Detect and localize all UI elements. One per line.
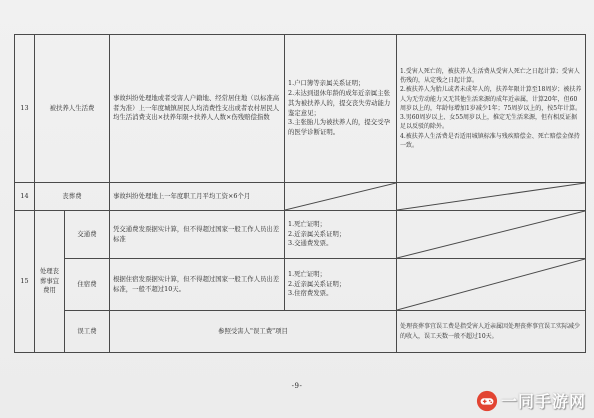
table-row-14: [15, 183, 586, 211]
note-item: 4.被扶养人生活费是否适用城镇标准与残疾赔偿金、死亡赔偿金保持一致。: [400, 132, 580, 150]
table-row-15-lodging: [15, 259, 586, 311]
evidence-item: 1.户口簿等亲属关系证明；: [288, 78, 365, 87]
evidence-item: 2.近亲属关系证明；: [288, 229, 346, 238]
note-item: 2.被扶养人为胎儿或者未成年人的，扶养年限计算至18周岁；被扶养人为无劳动能力又无其他生活来源的成年近亲属，计算20年，但60周岁以上的，年龄每增加1岁减少1年；75周岁以上的，按5年计算。: [400, 86, 582, 112]
sub-item-name: 交通费: [65, 211, 110, 259]
evidence-item: 1.死亡证明；: [288, 219, 327, 228]
evidence-item: 3.住宿费发票。: [288, 289, 333, 298]
item-name: 被扶养人生活费: [35, 35, 110, 183]
calculation-standard: 事故纠纷处理地或者受害人户籍地、经常居住地（以标准高者为准）上一年度城镇居民人均消费性支出或者农村居民人均生活消费支出×扶养年限÷扶养人人数×伤残赔偿指数: [110, 35, 285, 183]
empty-diagonal-cell: [397, 259, 586, 311]
calculation-standard: 凭交通费发票据实计算，但不得超过国家一般工作人员出差标准: [110, 211, 285, 259]
watermark: [476, 389, 586, 412]
evidence-list: [285, 211, 397, 259]
compensation-table: [14, 34, 586, 353]
empty-diagonal-cell: [285, 183, 397, 211]
empty-diagonal-cell: [397, 183, 586, 211]
evidence-item: 3.主张胎儿为被扶养人的，提交受孕的医学诊断证明。: [288, 118, 390, 137]
empty-diagonal-cell: [397, 211, 586, 259]
calculation-standard: 参照受害人"误工费"项目: [110, 311, 397, 353]
table-row-15-lost-work: [15, 311, 586, 353]
watermark-text: 一同手游网: [500, 392, 586, 411]
table-row-13: [15, 35, 586, 183]
row-number: 14: [15, 183, 35, 211]
evidence-item: 2.近亲属关系证明；: [288, 279, 346, 288]
row-number: 13: [15, 35, 35, 183]
table-row-15-transport: [15, 211, 586, 259]
item-name: 丧葬费: [35, 183, 110, 211]
note-item: 1.受害人死亡的，被扶养人生活费从受害人死亡之日起计算；受害人伤残的，从定残之日起计算。: [400, 67, 580, 84]
evidence-list: [285, 35, 397, 183]
calculation-standard: 根据住宿发票据实计算，但不得超过国家一般工作人员出差标准，一般不超过10天。: [110, 259, 285, 311]
evidence-item: 1.死亡证明；: [288, 269, 327, 278]
page-number: -9-: [291, 382, 303, 390]
row-number: 15: [15, 211, 35, 353]
gamepad-logo-icon: [476, 390, 498, 412]
notes-text: 处理丧葬事宜误工费是指受害人近亲属因处理丧葬事宜误工实际减少的收入，误工天数一般不超过10天。: [397, 311, 586, 353]
notes-list: [397, 35, 586, 183]
calculation-standard: 事故纠纷处理地上一年度职工月平均工资×6个月: [110, 183, 285, 211]
evidence-item: 2.未达到退休年龄的成年近亲属主张其为被扶养人的，提交丧失劳动能力鉴定意见；: [288, 88, 391, 117]
sub-item-name: 误工费: [65, 311, 110, 353]
evidence-list: [285, 259, 397, 311]
evidence-item: 3.交通费发票。: [288, 239, 333, 248]
note-item: 3.男60周岁以上、女55周岁以上，推定无生活来源，但有相反证据足以反驳的除外。: [400, 114, 578, 131]
group-name: 处理丧葬事宜费用: [35, 211, 65, 353]
sub-item-name: 住宿费: [65, 259, 110, 311]
